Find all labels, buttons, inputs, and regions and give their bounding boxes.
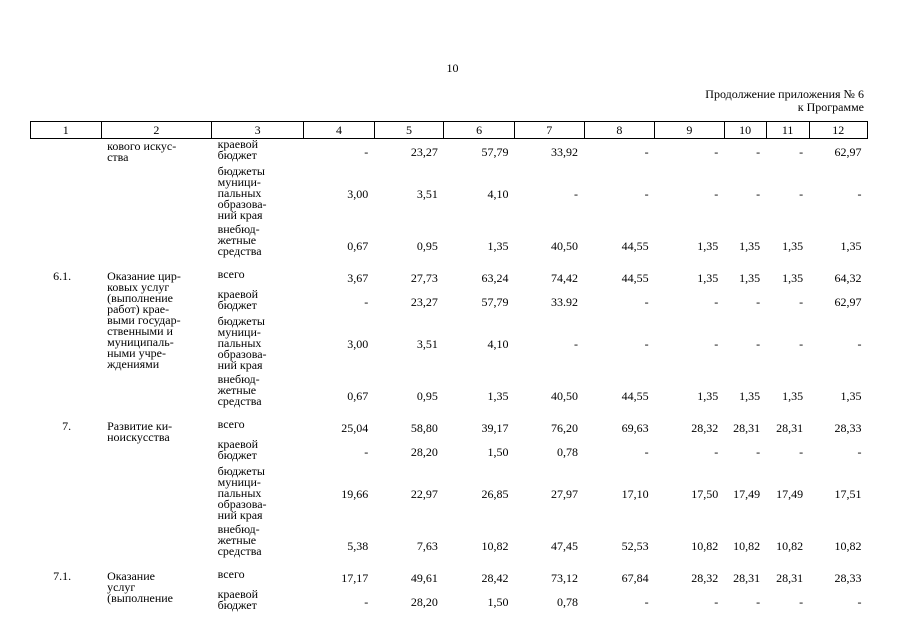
row-number <box>31 466 102 524</box>
value-cell: 1,50 <box>487 594 509 609</box>
header-row <box>31 122 868 139</box>
value-cell: - <box>714 337 719 351</box>
value-cell: 57,79 <box>481 294 509 309</box>
value-cell: 39,17 <box>481 421 509 435</box>
value-cell: 5,38 <box>347 538 369 553</box>
value-cell: 3,00 <box>347 187 369 201</box>
value-cell: - <box>799 444 804 459</box>
value-cell: 52,53 <box>621 538 649 553</box>
value-cell: 49,61 <box>410 571 438 585</box>
value-cell: - <box>644 294 649 309</box>
value-cell: 28,20 <box>410 594 438 609</box>
value-cell: - <box>574 187 579 201</box>
value-cell: 17,51 <box>834 487 862 501</box>
funding-source: внебюд- жетные средства <box>217 521 262 558</box>
value-cell: 63,24 <box>481 271 509 285</box>
value-cell: 1,35 <box>487 238 509 253</box>
value-cell: 0,95 <box>416 238 438 253</box>
row-number: 7. <box>62 418 72 433</box>
value-cell: 1,35 <box>739 271 761 285</box>
column-header: 9 <box>655 122 725 139</box>
table-row <box>31 569 868 589</box>
event-name: Развитие ки- ноискусства <box>107 418 173 444</box>
value-cell: 1,35 <box>697 388 719 403</box>
value-cell: 1,35 <box>739 238 761 253</box>
value-cell: 28,42 <box>481 571 509 585</box>
value-cell: 1,35 <box>782 388 804 403</box>
row-number <box>31 139 102 166</box>
table-body <box>31 139 868 616</box>
value-cell: 17,10 <box>621 487 649 501</box>
value-cell: 23,27 <box>410 144 438 159</box>
value-cell: 27,73 <box>410 271 438 285</box>
value-cell: 28,32 <box>691 421 719 435</box>
value-cell: 0,78 <box>557 444 579 459</box>
funding-source: краевой бюджет <box>217 137 259 162</box>
value-cell: - <box>756 144 761 159</box>
value-cell: 28,31 <box>733 421 761 435</box>
value-cell: 44,55 <box>621 238 649 253</box>
value-cell: 19,66 <box>341 487 369 501</box>
row-number: 6.1. <box>53 268 72 283</box>
value-cell: 67,84 <box>621 571 649 585</box>
event-name: кового искус- ства <box>107 139 177 164</box>
value-cell: 3,67 <box>347 271 369 285</box>
value-cell: 1,35 <box>697 271 719 285</box>
value-cell: 26,85 <box>481 487 509 501</box>
value-cell: 4,10 <box>487 337 509 351</box>
value-cell: 28,33 <box>834 571 862 585</box>
funding-source: бюджеты муници- пальных образова- ний края <box>217 163 267 222</box>
value-cell: - <box>574 337 579 351</box>
value-cell: 73,12 <box>551 571 579 585</box>
column-header: 10 <box>724 122 766 139</box>
continuation-line-2: к Программе <box>797 100 864 114</box>
value-cell: 1,35 <box>840 388 862 403</box>
funding-source: внебюд- жетные средства <box>217 221 262 258</box>
value-cell: - <box>857 337 862 351</box>
row-number <box>31 224 102 269</box>
row-number <box>31 589 102 616</box>
value-cell: - <box>799 294 804 309</box>
value-cell: - <box>644 144 649 159</box>
row-number <box>31 289 102 316</box>
table-row <box>31 269 868 289</box>
value-cell: 28,31 <box>733 571 761 585</box>
column-header: 6 <box>444 122 515 139</box>
program-table <box>30 121 868 616</box>
value-cell: - <box>714 444 719 459</box>
value-cell: - <box>756 337 761 351</box>
value-cell: 0,67 <box>347 238 369 253</box>
continuation-note <box>705 88 864 114</box>
value-cell: 17,17 <box>341 571 369 585</box>
funding-source: бюджеты муници- пальных образова- ний края <box>217 463 267 522</box>
value-cell: 28,31 <box>776 571 804 585</box>
value-cell: 0,78 <box>557 594 579 609</box>
value-cell: 33,92 <box>551 144 579 159</box>
column-header: 3 <box>212 122 304 139</box>
value-cell: 10,82 <box>691 538 719 553</box>
event-name: Оказание цир- ковых услуг (выполнение работ) крае- выми государ- ственными и муниципаль- ными учре- ждениями <box>107 268 181 371</box>
value-cell: 57,79 <box>481 144 509 159</box>
value-cell: 69,63 <box>621 421 649 435</box>
funding-source: бюджеты муници- пальных образова- ний края <box>217 313 267 372</box>
value-cell: - <box>799 187 804 201</box>
value-cell: 23,27 <box>410 294 438 309</box>
row-number <box>31 316 102 374</box>
value-cell: - <box>644 444 649 459</box>
value-cell: - <box>857 187 862 201</box>
funding-source: всего <box>217 266 245 281</box>
row-number <box>31 166 102 224</box>
value-cell: 28,20 <box>410 444 438 459</box>
row-number <box>31 374 102 419</box>
value-cell: 40,50 <box>551 238 579 253</box>
value-cell: 74,42 <box>551 271 579 285</box>
value-cell: 17,49 <box>776 487 804 501</box>
column-header: 7 <box>514 122 584 139</box>
value-cell: - <box>857 594 862 609</box>
row-number <box>31 439 102 466</box>
continuation-line-1: Продолжение приложения № 6 <box>705 87 864 101</box>
value-cell: 47,45 <box>551 538 579 553</box>
funding-source: краевой бюджет <box>217 586 259 612</box>
value-cell: - <box>714 594 719 609</box>
value-cell: - <box>799 594 804 609</box>
value-cell: - <box>364 294 369 309</box>
value-cell: 10,82 <box>834 538 862 553</box>
value-cell: 1,35 <box>697 238 719 253</box>
value-cell: - <box>644 187 649 201</box>
table-row <box>31 419 868 439</box>
value-cell: 1,35 <box>782 271 804 285</box>
value-cell: 33.92 <box>551 294 579 309</box>
value-cell: 17,49 <box>733 487 761 501</box>
funding-source: внебюд- жетные средства <box>217 371 262 408</box>
value-cell: 28,33 <box>834 421 862 435</box>
column-header: 8 <box>584 122 655 139</box>
value-cell: 3,51 <box>416 337 438 351</box>
value-cell: 25,04 <box>341 421 369 435</box>
value-cell: - <box>364 444 369 459</box>
value-cell: 1,35 <box>840 238 862 253</box>
value-cell: - <box>799 144 804 159</box>
value-cell: 7,63 <box>416 538 438 553</box>
value-cell: 27,97 <box>551 487 579 501</box>
value-cell: 3,00 <box>347 337 369 351</box>
value-cell: - <box>644 337 649 351</box>
value-cell: - <box>644 594 649 609</box>
value-cell: - <box>714 144 719 159</box>
row-number: 7.1. <box>53 568 72 583</box>
value-cell: - <box>756 444 761 459</box>
value-cell: 10,82 <box>776 538 804 553</box>
column-header: 4 <box>304 122 375 139</box>
funding-source: всего <box>217 416 245 431</box>
value-cell: 10,82 <box>481 538 509 553</box>
value-cell: 10,82 <box>733 538 761 553</box>
value-cell: 28,32 <box>691 571 719 585</box>
column-header: 11 <box>766 122 809 139</box>
page-number: 10 <box>446 61 459 75</box>
value-cell: 1,35 <box>739 388 761 403</box>
value-cell: 0,67 <box>347 388 369 403</box>
value-cell: - <box>756 187 761 201</box>
value-cell: 0,95 <box>416 388 438 403</box>
value-cell: - <box>364 594 369 609</box>
value-cell: 40,50 <box>551 388 579 403</box>
value-cell: 1,35 <box>487 388 509 403</box>
value-cell: - <box>799 337 804 351</box>
column-header: 1 <box>31 122 102 139</box>
column-header: 5 <box>374 122 444 139</box>
value-cell: 22,97 <box>410 487 438 501</box>
value-cell: 64,32 <box>834 271 862 285</box>
value-cell: 1,35 <box>782 238 804 253</box>
value-cell: 62,97 <box>834 294 862 309</box>
value-cell: 44,55 <box>621 388 649 403</box>
value-cell: 58,80 <box>410 421 438 435</box>
value-cell: - <box>714 187 719 201</box>
value-cell: 62,97 <box>834 144 862 159</box>
value-cell: - <box>857 444 862 459</box>
value-cell: 17,50 <box>691 487 719 501</box>
value-cell: 1,50 <box>487 444 509 459</box>
funding-source: краевой бюджет <box>217 286 259 312</box>
event-name: Оказание услуг (выполнение <box>107 568 173 605</box>
funding-source: всего <box>217 566 245 581</box>
row-number <box>31 524 102 569</box>
column-header: 2 <box>101 122 212 139</box>
value-cell: 28,31 <box>776 421 804 435</box>
value-cell: - <box>756 294 761 309</box>
funding-source: краевой бюджет <box>217 436 259 462</box>
value-cell: - <box>714 294 719 309</box>
table-row <box>31 139 868 166</box>
value-cell: 44,55 <box>621 271 649 285</box>
value-cell: 3,51 <box>416 187 438 201</box>
value-cell: 4,10 <box>487 187 509 201</box>
column-header: 12 <box>809 122 867 139</box>
value-cell: - <box>364 144 369 159</box>
value-cell: - <box>756 594 761 609</box>
value-cell: 76,20 <box>551 421 579 435</box>
